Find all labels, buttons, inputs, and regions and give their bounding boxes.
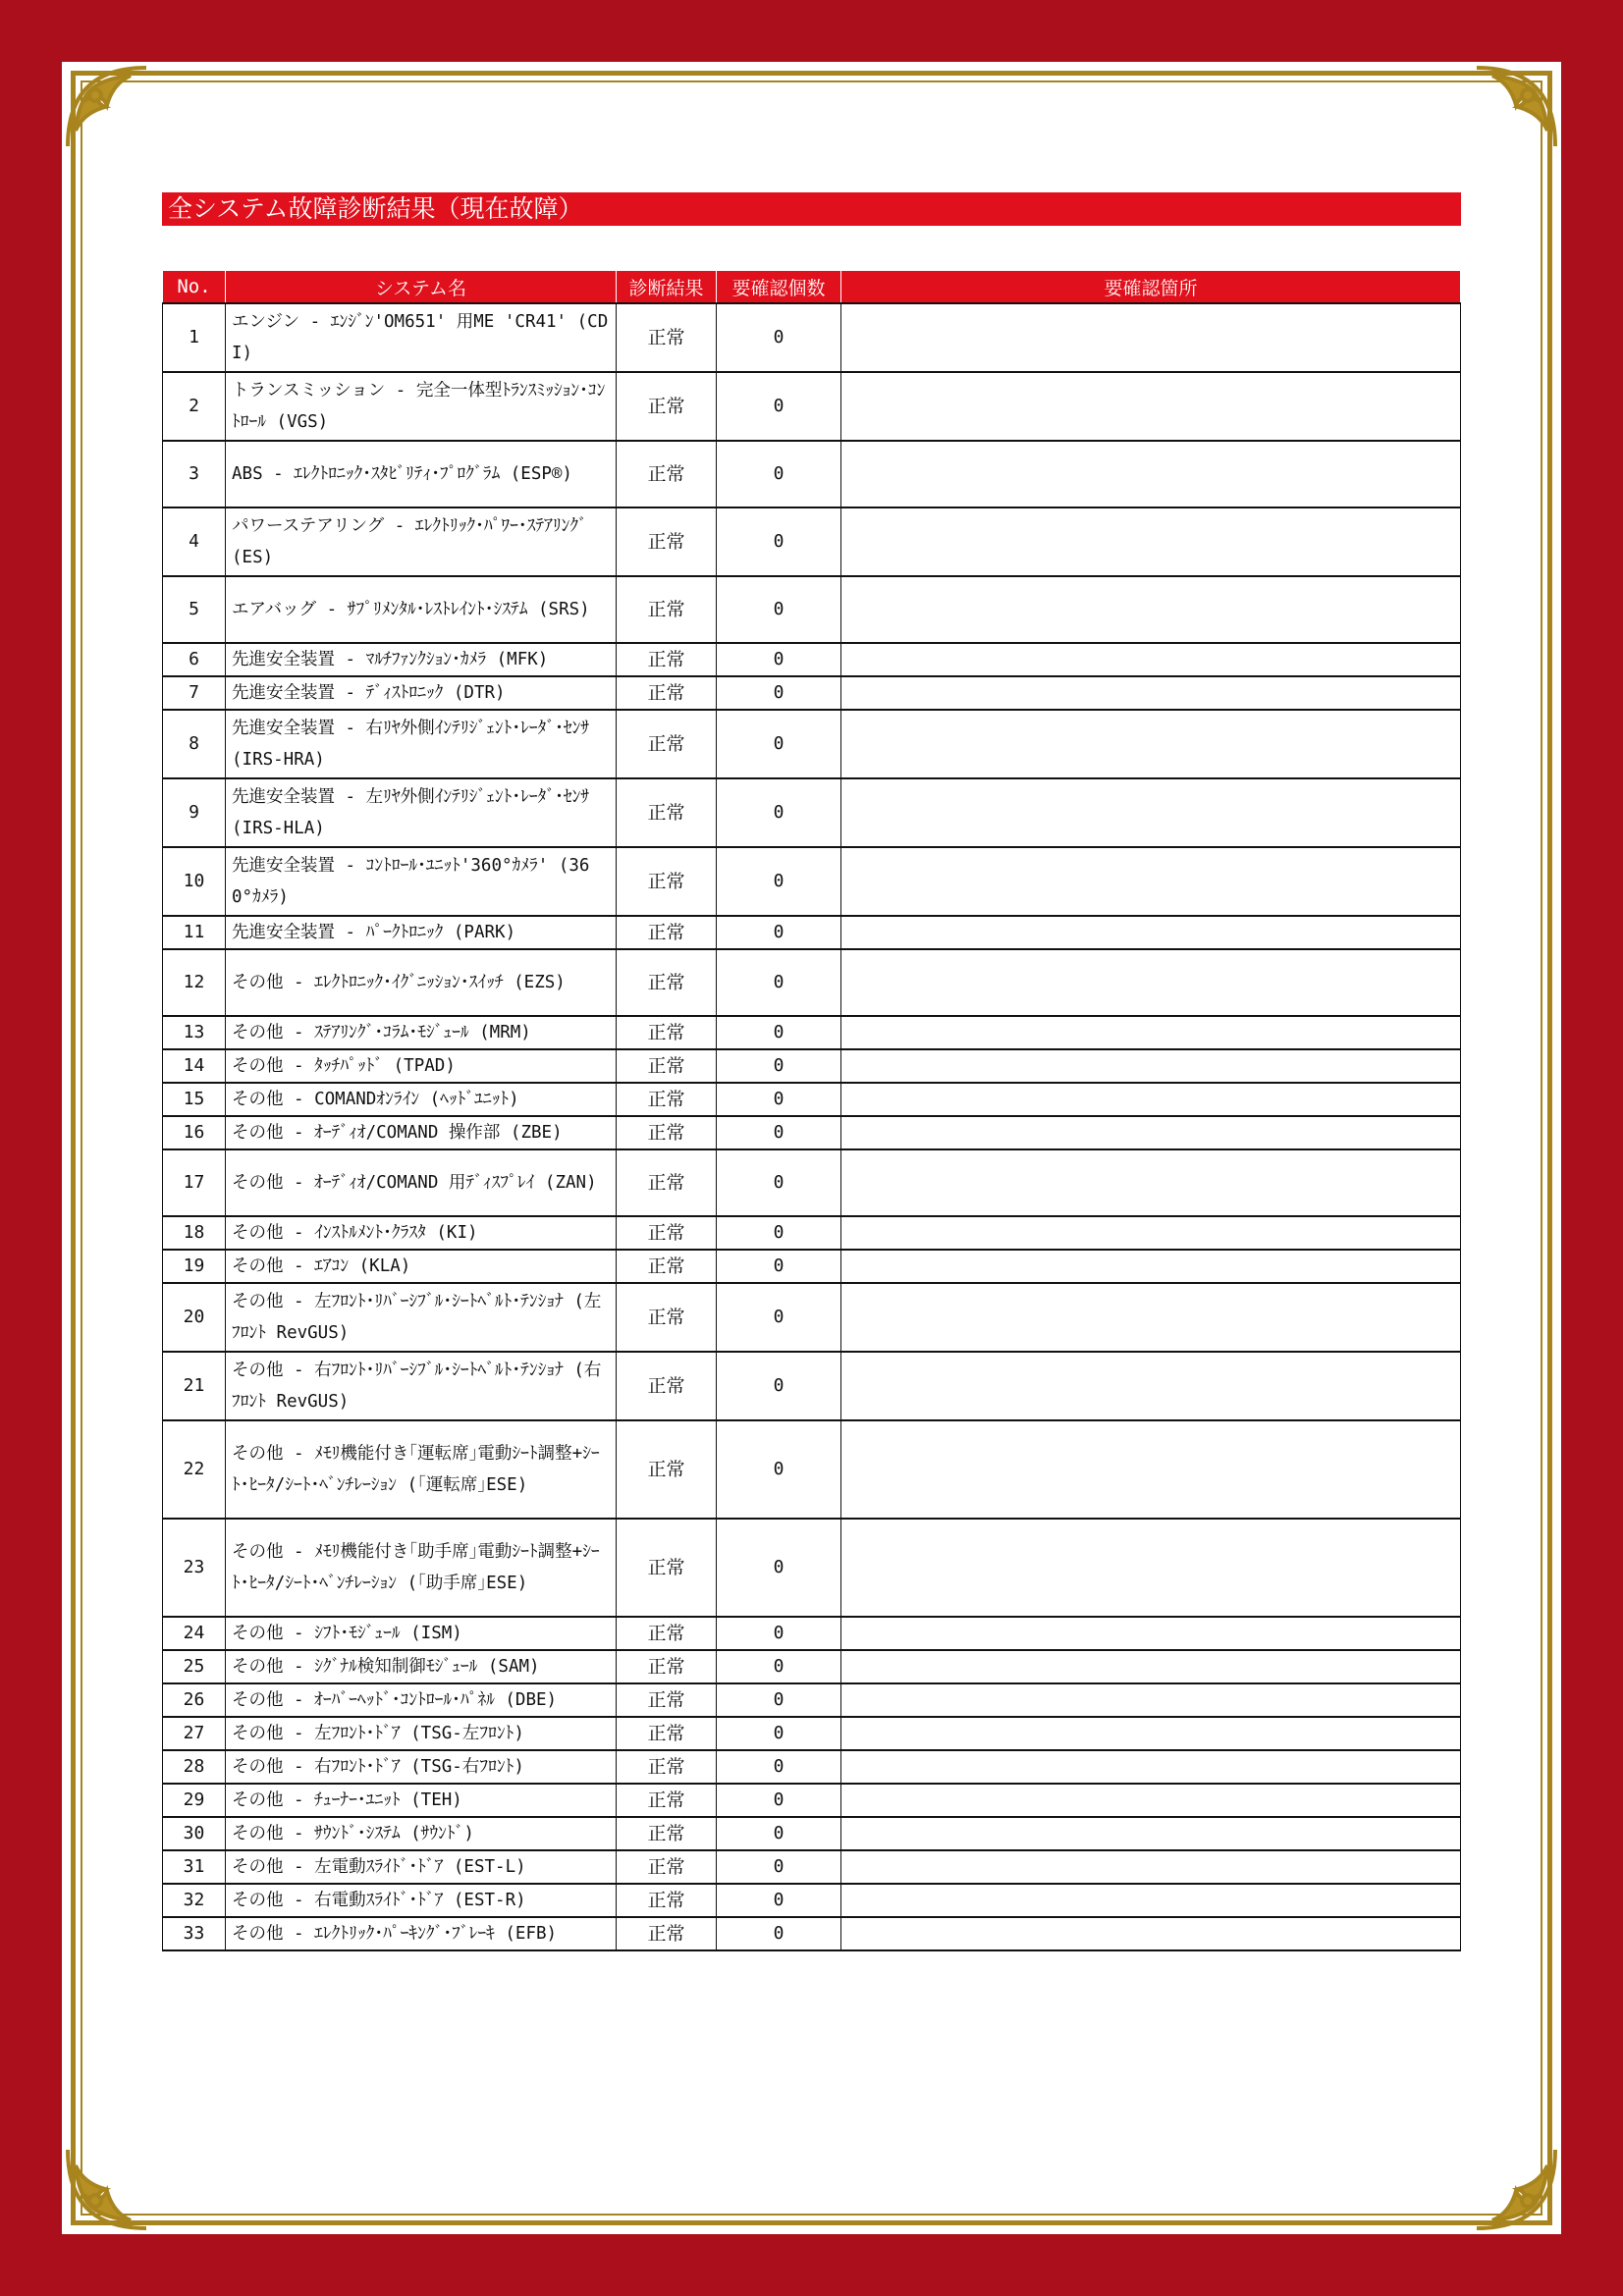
row-no: 24	[163, 1617, 226, 1650]
row-count: 0	[717, 303, 841, 372]
header-system-name: システム名	[226, 271, 617, 304]
row-system-name: その他 - 左ﾌﾛﾝﾄ･ﾄﾞｱ (TSG-左ﾌﾛﾝﾄ)	[226, 1717, 617, 1750]
row-location	[841, 1683, 1461, 1717]
row-no: 20	[163, 1283, 226, 1352]
row-no: 11	[163, 916, 226, 949]
row-result: 正常	[617, 1049, 717, 1083]
row-count: 0	[717, 576, 841, 643]
row-location	[841, 1216, 1461, 1250]
header-no: No.	[163, 271, 226, 304]
table-row	[163, 372, 1461, 441]
row-system-name: その他 - ｼｸﾞﾅﾙ検知制御ﾓｼﾞｭｰﾙ (SAM)	[226, 1650, 617, 1683]
table-row	[163, 643, 1461, 676]
table-row	[163, 1420, 1461, 1519]
row-no: 4	[163, 507, 226, 576]
table-row	[163, 1352, 1461, 1420]
row-system-name: 先進安全装置 - ﾃﾞｨｽﾄﾛﾆｯｸ (DTR)	[226, 676, 617, 710]
row-no: 21	[163, 1352, 226, 1420]
row-count: 0	[717, 1149, 841, 1216]
table-row	[163, 916, 1461, 949]
row-result: 正常	[617, 778, 717, 847]
row-no: 27	[163, 1717, 226, 1750]
row-result: 正常	[617, 916, 717, 949]
table-row	[163, 441, 1461, 507]
row-result: 正常	[617, 847, 717, 916]
row-count: 0	[717, 1049, 841, 1083]
table-row	[163, 303, 1461, 372]
table-row	[163, 778, 1461, 847]
row-system-name: その他 - ｽﾃｱﾘﾝｸﾞ･ｺﾗﾑ･ﾓｼﾞｭｰﾙ (MRM)	[226, 1016, 617, 1049]
table-row	[163, 1884, 1461, 1917]
row-no: 22	[163, 1420, 226, 1519]
row-result: 正常	[617, 1917, 717, 1950]
row-count: 0	[717, 1784, 841, 1817]
row-system-name: その他 - 左電動ｽﾗｲﾄﾞ･ﾄﾞｱ (EST-L)	[226, 1850, 617, 1884]
row-result: 正常	[617, 1617, 717, 1650]
row-result: 正常	[617, 1420, 717, 1519]
row-result: 正常	[617, 1216, 717, 1250]
row-no: 30	[163, 1817, 226, 1850]
row-count: 0	[717, 949, 841, 1016]
ornament-corner-icon	[62, 2144, 152, 2234]
row-count: 0	[717, 1650, 841, 1683]
row-location	[841, 1149, 1461, 1216]
table-row	[163, 507, 1461, 576]
row-count: 0	[717, 1519, 841, 1617]
row-result: 正常	[617, 1683, 717, 1717]
row-count: 0	[717, 1216, 841, 1250]
header-result: 診断結果	[617, 271, 717, 304]
table-row	[163, 1683, 1461, 1717]
row-location	[841, 372, 1461, 441]
row-system-name: 先進安全装置 - ｺﾝﾄﾛｰﾙ･ﾕﾆｯﾄ'360°ｶﾒﾗ' (360°ｶﾒﾗ)	[226, 847, 617, 916]
row-no: 12	[163, 949, 226, 1016]
row-system-name: ABS - ｴﾚｸﾄﾛﾆｯｸ･ｽﾀﾋﾞﾘﾃｨ･ﾌﾟﾛｸﾞﾗﾑ (ESP®)	[226, 441, 617, 507]
row-location	[841, 1784, 1461, 1817]
table-header-row	[163, 271, 1461, 304]
row-system-name: 先進安全装置 - 右ﾘﾔ外側ｲﾝﾃﾘｼﾞｪﾝﾄ･ﾚｰﾀﾞ･ｾﾝｻ (IRS-HRA)	[226, 710, 617, 778]
row-system-name: その他 - ﾒﾓﾘ機能付き｢助手席｣電動ｼｰﾄ調整+ｼｰﾄ･ﾋｰﾀ/ｼｰﾄ･ﾍﾞﾝﾁﾚｰｼｮﾝ (｢助手席｣ESE)	[226, 1519, 617, 1617]
table-row	[163, 1049, 1461, 1083]
row-no: 9	[163, 778, 226, 847]
row-count: 0	[717, 441, 841, 507]
row-count: 0	[717, 372, 841, 441]
row-location	[841, 916, 1461, 949]
row-no: 2	[163, 372, 226, 441]
row-no: 5	[163, 576, 226, 643]
table-row	[163, 1784, 1461, 1817]
row-count: 0	[717, 1617, 841, 1650]
table-row	[163, 1650, 1461, 1683]
row-result: 正常	[617, 949, 717, 1016]
row-location	[841, 1884, 1461, 1917]
row-no: 32	[163, 1884, 226, 1917]
row-location	[841, 576, 1461, 643]
row-result: 正常	[617, 372, 717, 441]
row-system-name: その他 - 左ﾌﾛﾝﾄ･ﾘﾊﾞｰｼﾌﾞﾙ･ｼｰﾄﾍﾞﾙﾄ･ﾃﾝｼｮﾅ (左ﾌﾛﾝﾄ RevGUS)	[226, 1283, 617, 1352]
row-no: 19	[163, 1250, 226, 1283]
row-system-name: その他 - ｵｰﾃﾞｨｵ/COMAND 操作部 (ZBE)	[226, 1116, 617, 1149]
row-count: 0	[717, 916, 841, 949]
row-no: 23	[163, 1519, 226, 1617]
row-no: 1	[163, 303, 226, 372]
row-location	[841, 1750, 1461, 1784]
table-row	[163, 1850, 1461, 1884]
row-system-name: その他 - 右電動ｽﾗｲﾄﾞ･ﾄﾞｱ (EST-R)	[226, 1884, 617, 1917]
row-location	[841, 949, 1461, 1016]
table-row	[163, 710, 1461, 778]
row-count: 0	[717, 1283, 841, 1352]
row-count: 0	[717, 643, 841, 676]
row-result: 正常	[617, 1352, 717, 1420]
table-row	[163, 1717, 1461, 1750]
row-count: 0	[717, 1817, 841, 1850]
row-location	[841, 1352, 1461, 1420]
row-location	[841, 1617, 1461, 1650]
row-location	[841, 1717, 1461, 1750]
row-no: 13	[163, 1016, 226, 1049]
ornament-corner-icon	[1471, 2144, 1561, 2234]
row-count: 0	[717, 507, 841, 576]
row-result: 正常	[617, 1784, 717, 1817]
row-location	[841, 1283, 1461, 1352]
row-system-name: その他 - ｻｳﾝﾄﾞ･ｼｽﾃﾑ (ｻｳﾝﾄﾞ)	[226, 1817, 617, 1850]
diagnosis-table	[162, 270, 1461, 1951]
row-location	[841, 847, 1461, 916]
row-location	[841, 676, 1461, 710]
row-system-name: その他 - ｴｱｺﾝ (KLA)	[226, 1250, 617, 1283]
row-system-name: その他 - ｴﾚｸﾄﾛﾆｯｸ･ｲｸﾞﾆｯｼｮﾝ･ｽｲｯﾁ (EZS)	[226, 949, 617, 1016]
row-system-name: 先進安全装置 - 左ﾘﾔ外側ｲﾝﾃﾘｼﾞｪﾝﾄ･ﾚｰﾀﾞ･ｾﾝｻ (IRS-HLA)	[226, 778, 617, 847]
row-no: 15	[163, 1083, 226, 1116]
row-no: 14	[163, 1049, 226, 1083]
row-result: 正常	[617, 1149, 717, 1216]
row-location	[841, 1850, 1461, 1884]
row-result: 正常	[617, 507, 717, 576]
row-location	[841, 1116, 1461, 1149]
header-location: 要確認箇所	[841, 271, 1461, 304]
row-count: 0	[717, 1717, 841, 1750]
row-result: 正常	[617, 710, 717, 778]
row-result: 正常	[617, 1717, 717, 1750]
row-count: 0	[717, 778, 841, 847]
row-location	[841, 1049, 1461, 1083]
row-no: 7	[163, 676, 226, 710]
row-no: 29	[163, 1784, 226, 1817]
table-row	[163, 1116, 1461, 1149]
row-result: 正常	[617, 1116, 717, 1149]
row-count: 0	[717, 1352, 841, 1420]
table-row	[163, 1083, 1461, 1116]
row-no: 28	[163, 1750, 226, 1784]
row-count: 0	[717, 1116, 841, 1149]
row-system-name: その他 - 右ﾌﾛﾝﾄ･ﾘﾊﾞｰｼﾌﾞﾙ･ｼｰﾄﾍﾞﾙﾄ･ﾃﾝｼｮﾅ (右ﾌﾛﾝﾄ RevGUS)	[226, 1352, 617, 1420]
table-row	[163, 676, 1461, 710]
row-no: 8	[163, 710, 226, 778]
row-result: 正常	[617, 441, 717, 507]
row-count: 0	[717, 1683, 841, 1717]
row-count: 0	[717, 1917, 841, 1950]
row-count: 0	[717, 1884, 841, 1917]
row-result: 正常	[617, 1016, 717, 1049]
row-system-name: トランスミッション - 完全一体型ﾄﾗﾝｽﾐｯｼｮﾝ･ｺﾝﾄﾛｰﾙ (VGS)	[226, 372, 617, 441]
row-count: 0	[717, 1420, 841, 1519]
row-system-name: その他 - ｵｰﾃﾞｨｵ/COMAND 用ﾃﾞｨｽﾌﾟﾚｲ (ZAN)	[226, 1149, 617, 1216]
row-no: 6	[163, 643, 226, 676]
table-body	[163, 303, 1461, 1950]
row-location	[841, 1817, 1461, 1850]
row-location	[841, 1650, 1461, 1683]
row-system-name: エンジン - ｴﾝｼﾞﾝ'OM651' 用ME 'CR41' (CDI)	[226, 303, 617, 372]
row-count: 0	[717, 1750, 841, 1784]
row-system-name: その他 - ﾁｭｰﾅｰ･ﾕﾆｯﾄ (TEH)	[226, 1784, 617, 1817]
row-count: 0	[717, 1016, 841, 1049]
row-location	[841, 1250, 1461, 1283]
ornament-corner-icon	[1471, 62, 1561, 152]
row-system-name: エアバッグ - ｻﾌﾟﾘﾒﾝﾀﾙ･ﾚｽﾄﾚｲﾝﾄ･ｼｽﾃﾑ (SRS)	[226, 576, 617, 643]
row-system-name: パワーステアリング - ｴﾚｸﾄﾘｯｸ･ﾊﾟﾜｰ･ｽﾃｱﾘﾝｸﾞ (ES)	[226, 507, 617, 576]
row-location	[841, 1917, 1461, 1950]
row-no: 16	[163, 1116, 226, 1149]
ornament-corner-icon	[62, 62, 152, 152]
row-system-name: その他 - ｲﾝｽﾄﾙﾒﾝﾄ･ｸﾗｽﾀ (KI)	[226, 1216, 617, 1250]
row-count: 0	[717, 1250, 841, 1283]
row-system-name: その他 - 右ﾌﾛﾝﾄ･ﾄﾞｱ (TSG-右ﾌﾛﾝﾄ)	[226, 1750, 617, 1784]
row-location	[841, 710, 1461, 778]
row-no: 31	[163, 1850, 226, 1884]
table-row	[163, 847, 1461, 916]
row-count: 0	[717, 1083, 841, 1116]
row-result: 正常	[617, 1519, 717, 1617]
row-count: 0	[717, 676, 841, 710]
row-result: 正常	[617, 1850, 717, 1884]
row-no: 18	[163, 1216, 226, 1250]
row-system-name: その他 - ｵｰﾊﾞｰﾍｯﾄﾞ･ｺﾝﾄﾛｰﾙ･ﾊﾟﾈﾙ (DBE)	[226, 1683, 617, 1717]
row-location	[841, 778, 1461, 847]
row-location	[841, 643, 1461, 676]
row-no: 26	[163, 1683, 226, 1717]
row-result: 正常	[617, 1650, 717, 1683]
row-location	[841, 1016, 1461, 1049]
table-row	[163, 1617, 1461, 1650]
table-row	[163, 1750, 1461, 1784]
row-location	[841, 507, 1461, 576]
table-row	[163, 1917, 1461, 1950]
row-no: 25	[163, 1650, 226, 1683]
table-row	[163, 1817, 1461, 1850]
header-count: 要確認個数	[717, 271, 841, 304]
row-result: 正常	[617, 303, 717, 372]
row-count: 0	[717, 710, 841, 778]
table-row	[163, 1149, 1461, 1216]
row-result: 正常	[617, 1884, 717, 1917]
row-location	[841, 1083, 1461, 1116]
row-result: 正常	[617, 576, 717, 643]
row-location	[841, 1519, 1461, 1617]
row-no: 3	[163, 441, 226, 507]
row-system-name: その他 - ｴﾚｸﾄﾘｯｸ･ﾊﾟｰｷﾝｸﾞ･ﾌﾞﾚｰｷ (EFB)	[226, 1917, 617, 1950]
row-result: 正常	[617, 1283, 717, 1352]
table-row	[163, 1216, 1461, 1250]
row-result: 正常	[617, 643, 717, 676]
row-location	[841, 441, 1461, 507]
report-page	[62, 62, 1561, 2234]
row-system-name: その他 - COMANDｵﾝﾗｲﾝ (ﾍｯﾄﾞﾕﾆｯﾄ)	[226, 1083, 617, 1116]
row-system-name: その他 - ﾒﾓﾘ機能付き｢運転席｣電動ｼｰﾄ調整+ｼｰﾄ･ﾋｰﾀ/ｼｰﾄ･ﾍﾞﾝﾁﾚｰｼｮﾝ (｢運転席｣ESE)	[226, 1420, 617, 1519]
table-row	[163, 1283, 1461, 1352]
row-count: 0	[717, 847, 841, 916]
row-no: 17	[163, 1149, 226, 1216]
row-system-name: 先進安全装置 - ﾏﾙﾁﾌｧﾝｸｼｮﾝ･ｶﾒﾗ (MFK)	[226, 643, 617, 676]
row-no: 33	[163, 1917, 226, 1950]
row-result: 正常	[617, 676, 717, 710]
table-row	[163, 1519, 1461, 1617]
row-result: 正常	[617, 1083, 717, 1116]
row-location	[841, 1420, 1461, 1519]
row-system-name: その他 - ｼﾌﾄ･ﾓｼﾞｭｰﾙ (ISM)	[226, 1617, 617, 1650]
table-row	[163, 576, 1461, 643]
row-result: 正常	[617, 1817, 717, 1850]
table-row	[163, 949, 1461, 1016]
row-system-name: その他 - ﾀｯﾁﾊﾟｯﾄﾞ (TPAD)	[226, 1049, 617, 1083]
table-row	[163, 1016, 1461, 1049]
row-result: 正常	[617, 1250, 717, 1283]
row-system-name: 先進安全装置 - ﾊﾟｰｸﾄﾛﾆｯｸ (PARK)	[226, 916, 617, 949]
section-title: 全システム故障診断結果（現在故障）	[162, 192, 1461, 226]
row-location	[841, 303, 1461, 372]
row-result: 正常	[617, 1750, 717, 1784]
row-count: 0	[717, 1850, 841, 1884]
row-no: 10	[163, 847, 226, 916]
table-row	[163, 1250, 1461, 1283]
